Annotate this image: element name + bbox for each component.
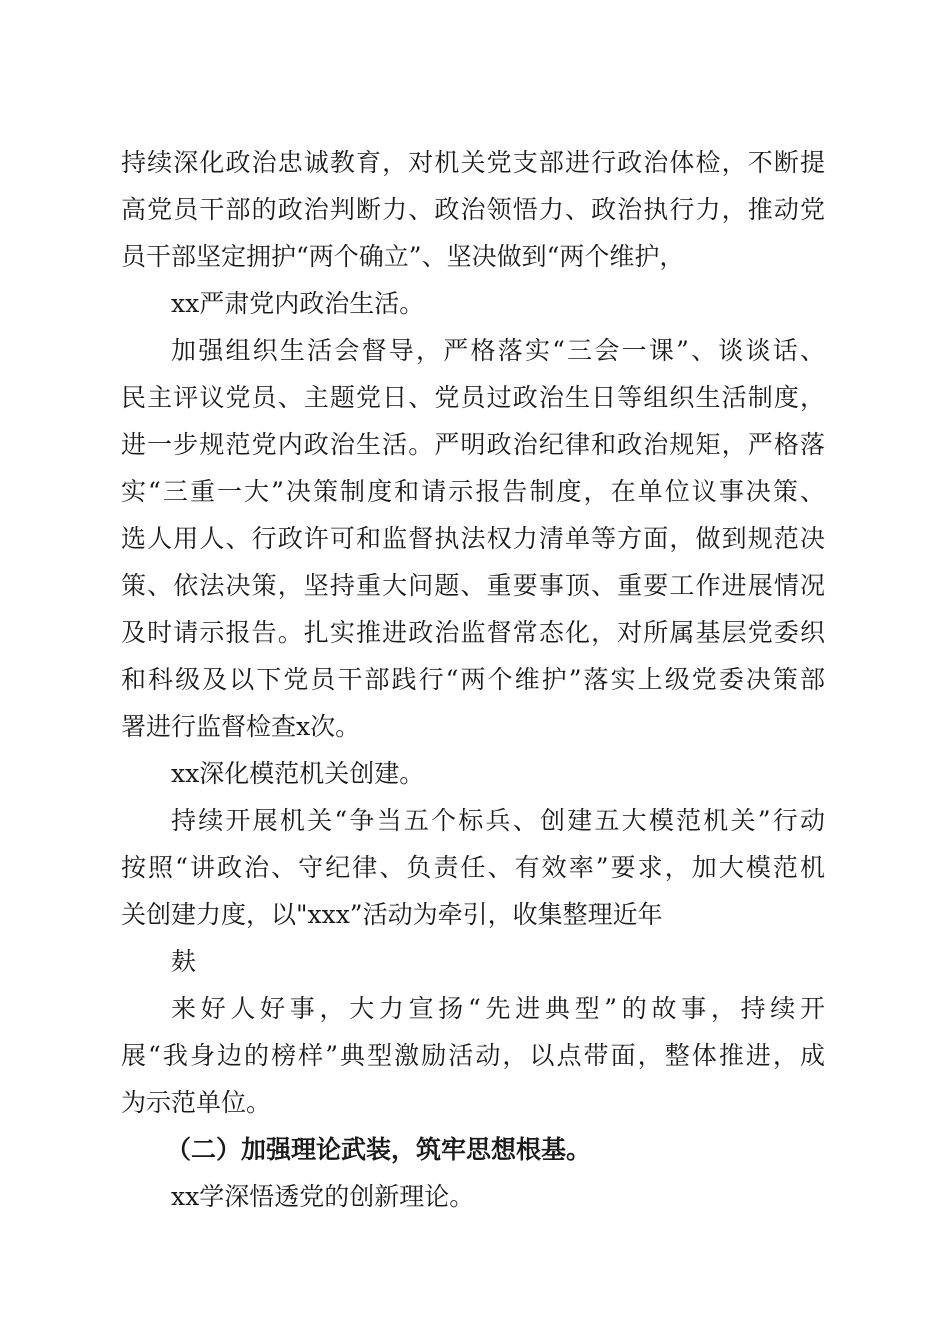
text-line: 进一步规范党内政治生活。严明政治纪律和政治规矩，严格落 [121,430,825,459]
section-heading-theory [121,1126,825,1173]
paragraph-subheading-model-organ [121,750,825,797]
text-line: 和科级及以下党员干部践行“两个维护”落实上级党委决策部 [121,665,825,694]
text-line: 按照“讲政治、守纪律、负责任、有效率”要求，加大模范机 [121,853,825,882]
text-line: 关创建力度，以"xxx”活动为牵引，收集整理近年 [121,900,663,929]
paragraph-model-organ-action [121,797,825,938]
paragraph-stray-character [121,938,825,985]
text-line: 民主评议党员、主题党日、党员过政治生日等组织生活制度， [121,383,825,412]
text-line: xx学深悟透党的创新理论。 [171,1182,475,1211]
text-line: 员干部坚定拥护“两个确立”、坚决做到“两个维护， [121,242,685,271]
text-line: 来好人好事，大力宣扬“先进典型”的故事，持续开 [171,994,825,1023]
heading-text: （二）加强理论武装，筑牢思想根基。 [166,1135,592,1164]
text-line: 加强组织生活会督导，严格落实“三会一课”、谈谈话、 [171,336,825,365]
paragraph-political-loyalty [121,139,825,280]
paragraph-organization-life [121,327,825,750]
text-line: 为示范单位。 [121,1088,272,1117]
text-line: 实“三重一大”决策制度和请示报告制度，在单位议事决策、 [121,477,825,506]
paragraph-subheading-innovation-theory [121,1173,825,1220]
text-line: 麸 [171,947,197,976]
paragraph-good-deeds [121,985,825,1126]
text-line: 展“我身边的榜样”典型激励活动，以点带面，整体推进，成 [121,1041,825,1070]
text-line: 及时请示报告。扎实推进政治监督常态化，对所属基层党委织 [121,618,825,647]
text-line: xx严肃党内政治生活。 [171,289,425,318]
text-line: 策、依法决策，坚持重大问题、重要事顶、重要工作进展情况 [121,571,825,600]
text-line: 署进行监督检查x次。 [121,712,361,741]
document-body [121,139,825,1220]
text-line: 持续深化政治忠诚教育，对机关党支部进行政治体检，不断提 [121,148,825,177]
paragraph-subheading-political-life [121,280,825,327]
text-line: 持续开展机关“争当五个标兵、创建五大模范机关”行动 [171,806,825,835]
text-line: 选人用人、行政许可和监督执法权力清单等方面，做到规范决 [121,524,825,553]
text-line: xx深化模范机关创建。 [171,759,425,788]
text-line: 高党员干部的政治判断力、政治领悟力、政治执行力，推动党 [121,195,825,224]
